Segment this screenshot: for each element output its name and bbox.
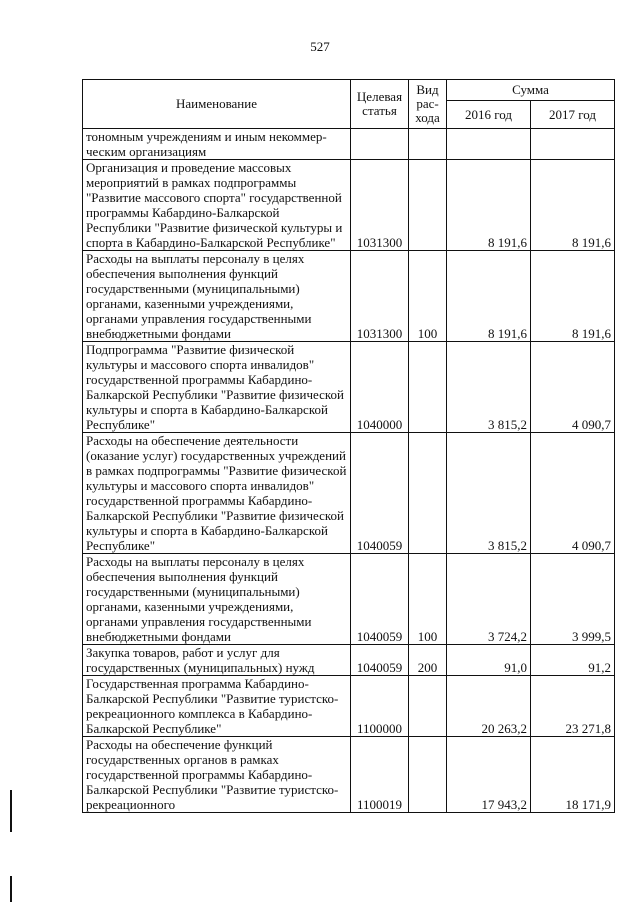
row-expense-type bbox=[409, 342, 447, 433]
row-sum-2017: 8 191,6 bbox=[531, 251, 615, 342]
row-sum-2016: 3 815,2 bbox=[447, 342, 531, 433]
row-sum-2017: 3 999,5 bbox=[531, 554, 615, 645]
header-year-2016: 2016 год bbox=[447, 101, 531, 129]
row-code bbox=[351, 129, 409, 160]
table-row bbox=[83, 676, 615, 737]
row-code: 1031300 bbox=[351, 160, 409, 251]
scan-edge-mark bbox=[10, 790, 12, 832]
row-code: 1040059 bbox=[351, 645, 409, 676]
row-sum-2017: 8 191,6 bbox=[531, 160, 615, 251]
table-row bbox=[83, 737, 615, 813]
row-expense-type bbox=[409, 676, 447, 737]
row-sum-2017: 4 090,7 bbox=[531, 433, 615, 554]
row-sum-2016: 91,0 bbox=[447, 645, 531, 676]
row-sum-2016: 17 943,2 bbox=[447, 737, 531, 813]
row-sum-2016 bbox=[447, 129, 531, 160]
row-name: тономным учреждениям и иным некоммер-ческим организациям bbox=[83, 129, 351, 160]
budget-table bbox=[82, 79, 615, 813]
row-sum-2016: 3 815,2 bbox=[447, 433, 531, 554]
row-code: 1100000 bbox=[351, 676, 409, 737]
table-row bbox=[83, 160, 615, 251]
row-sum-2016: 8 191,6 bbox=[447, 160, 531, 251]
page-number: 527 bbox=[310, 39, 330, 54]
row-sum-2017: 91,2 bbox=[531, 645, 615, 676]
row-sum-2016: 8 191,6 bbox=[447, 251, 531, 342]
table-row bbox=[83, 433, 615, 554]
row-code: 1040059 bbox=[351, 433, 409, 554]
row-code: 1040059 bbox=[351, 554, 409, 645]
table-row bbox=[83, 251, 615, 342]
row-expense-type bbox=[409, 160, 447, 251]
scan-edge-mark bbox=[10, 876, 12, 902]
table-row bbox=[83, 342, 615, 433]
row-sum-2017: 23 271,8 bbox=[531, 676, 615, 737]
row-code: 1031300 bbox=[351, 251, 409, 342]
row-name: Расходы на обеспечение функций государственных органов в рамках государственной программы Кабардино-Балкарской Республики "Развитие туристско-рекреационного bbox=[83, 737, 351, 813]
table-row bbox=[83, 554, 615, 645]
row-name: Организация и проведение массовых мероприятий в рамках подпрограммы "Развитие массового спорта" государственной программы Кабардино-Балкарской Республики "Развитие физической культуры и спорта в Кабардино-Балкарской Республике" bbox=[83, 160, 351, 251]
row-sum-2017: 4 090,7 bbox=[531, 342, 615, 433]
row-expense-type bbox=[409, 433, 447, 554]
header-year-2017: 2017 год bbox=[531, 101, 615, 129]
row-name: Расходы на обеспечение деятельности (оказание услуг) государственных учреждений в рамках подпрограммы "Развитие физической культуры и массового спорта инвалидов" государственной программы Кабардино-Балкарской Республики "Развитие физической культуры и спорта в Кабардино-Балкарской Республике" bbox=[83, 433, 351, 554]
row-code: 1040000 bbox=[351, 342, 409, 433]
row-sum-2017 bbox=[531, 129, 615, 160]
row-sum-2017: 18 171,9 bbox=[531, 737, 615, 813]
table-row bbox=[83, 129, 615, 160]
header-expense-type: Вид рас-хода bbox=[409, 80, 447, 129]
row-expense-type bbox=[409, 737, 447, 813]
row-name: Закупка товаров, работ и услуг для государственных (муниципальных) нужд bbox=[83, 645, 351, 676]
row-sum-2016: 3 724,2 bbox=[447, 554, 531, 645]
header-target-article: Целевая статья bbox=[351, 80, 409, 129]
row-expense-type: 100 bbox=[409, 251, 447, 342]
row-code: 1100019 bbox=[351, 737, 409, 813]
row-expense-type: 200 bbox=[409, 645, 447, 676]
header-sum: Сумма bbox=[447, 80, 615, 101]
row-name: Подпрограмма "Развитие физической культуры и массового спорта инвалидов" государственной программы Кабардино-Балкарской Республики "Развитие физической культуры и спорта в Кабардино-Балкарской Республике" bbox=[83, 342, 351, 433]
row-name: Государственная программа Кабардино-Балкарской Республики "Развитие туристско-рекреационного комплекса в Кабардино-Балкарской Республике" bbox=[83, 676, 351, 737]
row-name: Расходы на выплаты персоналу в целях обеспечения выполнения функций государственными (муниципальными) органами, казенными учреждениями, органами управления государственными внебюджетными фондами bbox=[83, 554, 351, 645]
header-name: Наименование bbox=[83, 80, 351, 129]
row-expense-type: 100 bbox=[409, 554, 447, 645]
row-expense-type bbox=[409, 129, 447, 160]
table-row bbox=[83, 645, 615, 676]
row-name: Расходы на выплаты персоналу в целях обеспечения выполнения функций государственными (муниципальными) органами, казенными учреждениями, органами управления государственными внебюджетными фондами bbox=[83, 251, 351, 342]
row-sum-2016: 20 263,2 bbox=[447, 676, 531, 737]
